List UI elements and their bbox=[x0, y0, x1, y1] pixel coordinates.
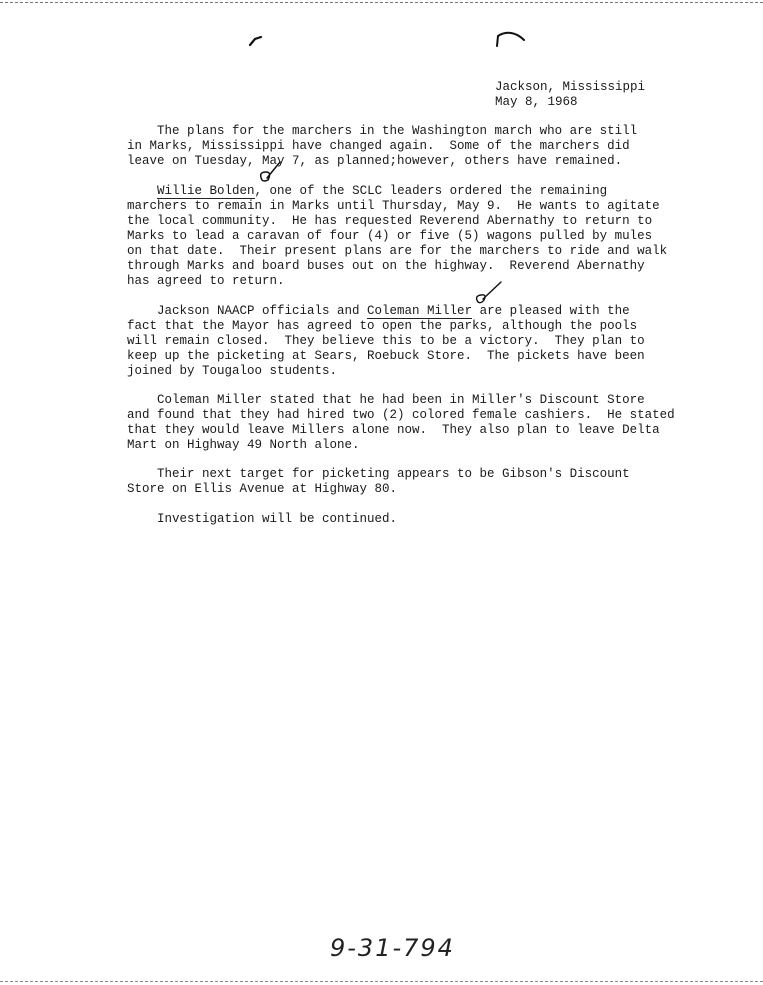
paragraph-5 bbox=[127, 467, 687, 497]
underlined-name: Willie Bolden bbox=[157, 184, 255, 198]
location: Jackson, Mississippi bbox=[495, 80, 646, 94]
paragraph-6 bbox=[127, 512, 687, 527]
text-line: joined by Tougaloo students. bbox=[127, 364, 338, 378]
text-line: Marks to lead a caravan of four (4) or five (5) wagons pulled by mules bbox=[127, 229, 653, 243]
text-line: that they would leave Millers alone now. They also plan to leave Delta bbox=[127, 423, 660, 437]
text-line: on that date. Their present plans are for the marchers to ride and walk bbox=[127, 244, 668, 258]
text-line-first: Jackson NAACP officials and Coleman Miller are pleased with the bbox=[127, 304, 630, 318]
check-mark bbox=[470, 276, 504, 306]
pen-mark-left bbox=[248, 34, 264, 48]
text-line-first: Willie Bolden, one of the SCLC leaders ordered the remaining bbox=[157, 184, 608, 198]
text-line: in Marks, Mississippi have changed again. Some of the marchers did bbox=[127, 139, 630, 153]
text-line: The plans for the marchers in the Washington march who are still bbox=[127, 124, 638, 138]
dateline bbox=[495, 80, 645, 110]
paragraph-3 bbox=[127, 304, 687, 379]
text-line: Investigation will be continued. bbox=[127, 512, 398, 526]
text-line: has agreed to return. bbox=[127, 274, 285, 288]
text-line: through Marks and board buses out on the highway. Reverend Abernathy bbox=[127, 259, 645, 273]
bottom-dashed-rule bbox=[0, 981, 763, 982]
text-line: Coleman Miller stated that he had been in Miller's Discount Store bbox=[127, 393, 645, 407]
paragraph-4 bbox=[127, 393, 687, 453]
text-line: leave on Tuesday, May 7, as planned;however, others have remained. bbox=[127, 154, 623, 168]
text-line: keep up the picketing at Sears, Roebuck Store. The pickets have been bbox=[127, 349, 645, 363]
text-line: and found that they had hired two (2) colored female cashiers. He stated bbox=[127, 408, 675, 422]
text-line: the local community. He has requested Reverend Abernathy to return to bbox=[127, 214, 653, 228]
paragraph-1 bbox=[127, 124, 687, 169]
text-line: fact that the Mayor has agreed to open the parks, although the pools bbox=[127, 319, 638, 333]
paragraph-2 bbox=[127, 184, 687, 289]
top-dashed-rule bbox=[0, 2, 763, 3]
text-line: marchers to remain in Marks until Thursday, May 9. He wants to agitate bbox=[127, 199, 660, 213]
date: May 8, 1968 bbox=[495, 95, 578, 109]
pen-mark-right bbox=[494, 28, 528, 50]
text-line: Their next target for picketing appears to be Gibson's Discount bbox=[127, 467, 630, 481]
text-line: will remain closed. They believe this to be a victory. They plan to bbox=[127, 334, 645, 348]
underlined-name: Coleman Miller bbox=[367, 304, 473, 318]
check-mark bbox=[256, 158, 284, 186]
handwritten-file-number: 9-31-794 bbox=[330, 934, 455, 962]
text-line: Store on Ellis Avenue at Highway 80. bbox=[127, 482, 398, 496]
text-line: Mart on Highway 49 North alone. bbox=[127, 438, 360, 452]
